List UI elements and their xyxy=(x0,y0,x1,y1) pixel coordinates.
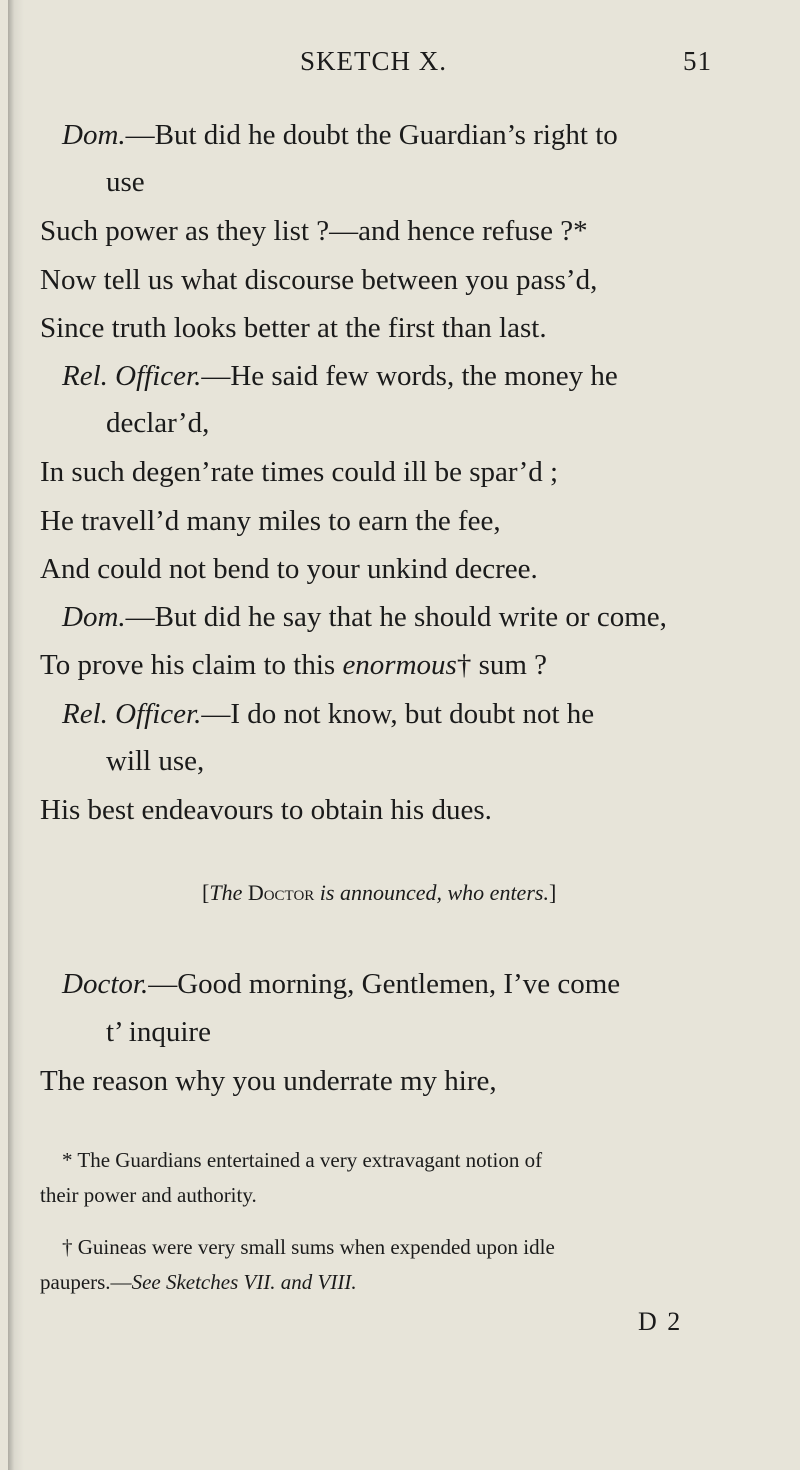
verse-line: Such power as they list ?—and hence refuse ?* xyxy=(40,215,588,247)
footnote-mark: * xyxy=(62,1148,73,1172)
emphasis: See Sketches VII. and VIII. xyxy=(131,1270,357,1294)
verse-text: —But did he doubt the Guardian’s right to xyxy=(125,119,618,151)
page-number: 51 xyxy=(683,46,712,76)
footnote-line: * The Guardians entertained a very extravagant notion of xyxy=(62,1148,543,1172)
page-gutter-shadow xyxy=(8,0,24,1470)
signature-mark: D 2 xyxy=(638,1307,683,1336)
verse-line: To prove his claim to this enormous† sum ? xyxy=(40,649,548,681)
speaker-name: Dom. xyxy=(62,119,126,151)
verse-line: His best endeavours to obtain his dues. xyxy=(40,794,492,826)
verse-line xyxy=(62,599,667,635)
emphasis: enormous xyxy=(342,649,457,681)
verse-line: use xyxy=(106,166,145,198)
verse-text: —But did he say that he should write or come, xyxy=(125,601,667,633)
speaker-name: Dom. xyxy=(62,601,126,633)
verse-line: t’ inquire xyxy=(106,1016,211,1048)
verse-line xyxy=(62,117,618,153)
footnote-line: their power and authority. xyxy=(40,1183,257,1207)
verse-line: declar’d, xyxy=(106,407,210,439)
footnote-mark: † xyxy=(62,1235,73,1259)
verse-text: —I do not know, but doubt not he xyxy=(201,698,595,730)
footnote-line: paupers.—See Sketches VII. and VIII. xyxy=(40,1270,357,1294)
verse-line xyxy=(62,696,594,732)
verse-text: —He said few words, the money he xyxy=(201,360,618,392)
verse-line: He travell’d many miles to earn the fee, xyxy=(40,505,501,537)
verse-line: The reason why you underrate my hire, xyxy=(40,1065,497,1097)
footnote-line: † Guineas were very small sums when expended upon idle xyxy=(62,1235,555,1259)
speaker-name: Doctor. xyxy=(62,968,149,1000)
verse-line: And could not bend to your unkind decree. xyxy=(40,553,538,585)
verse-line: Since truth looks better at the first than last. xyxy=(40,312,547,344)
verse-line xyxy=(62,358,618,394)
character-name: Doctor xyxy=(247,880,315,905)
verse-line: will use, xyxy=(106,745,205,777)
speaker-name: Rel. Officer. xyxy=(62,360,202,392)
page-header xyxy=(0,46,800,86)
speaker-name: Rel. Officer. xyxy=(62,698,202,730)
verse-line: In such degen’rate times could ill be spar’d ; xyxy=(40,456,559,488)
verse-line xyxy=(62,966,620,1002)
running-head: SKETCH X. xyxy=(300,46,448,76)
verse-text: —Good morning, Gentlemen, I’ve come xyxy=(148,968,621,1000)
verse-line: Now tell us what discourse between you pass’d, xyxy=(40,264,598,296)
stage-direction: [The Doctor is announced, who enters.] xyxy=(202,880,557,905)
